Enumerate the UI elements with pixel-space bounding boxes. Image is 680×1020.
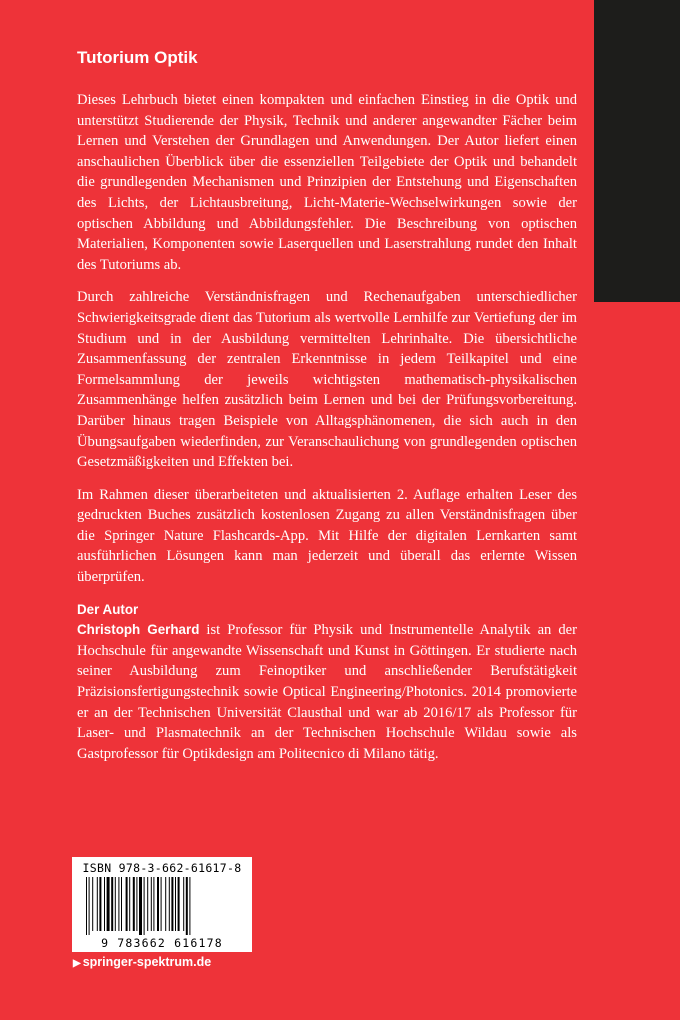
blurb-column xyxy=(77,90,577,764)
website-link[interactable]: springer-spektrum.de xyxy=(82,955,212,969)
isbn-barcode xyxy=(72,857,252,952)
blurb-paragraph-2: Durch zahlreiche Verständnisfragen und Rechenaufgaben unterschiedlicher Schwierigkeitsgrade dient das Tutorium als wertvolle Lernhilfe zur Vertiefung der im Studium und in der Ausbildung vermittelten Lehrinhalte. Die übersichtliche Zusammenfassung der zentralen Erkenntnisse in jedem Teilkapitel und eine Formelsammlung der jeweils wichtigsten mathematisch-physikalischen Zusammenhänge helfen zusätzlich beim Lernen und bei der Prüfungsvorbereitung. Darüber hinaus tragen Beispiele von Alltagsphänomenen, die sich auch in den Übungsaufgaben wiederfinden, zur Veranschaulichung von grundlegenden optischen Gesetzmäßigkeiten und Effekten bei. xyxy=(77,289,577,471)
arrow-right-icon: ▶ xyxy=(73,958,81,969)
barcode-digits: 9 783662 616178 xyxy=(101,936,223,950)
author-bio-text: ist Professor für Physik und Instrumentelle Analytik an der Hochschule für angewandte Wissenschaft und Kunst in Göttingen. Er studierte nach seiner Ausbildung zum Feinoptiker und anschließender Berufstätigkeit Präzisionsfertigungstechnik sowie Optical Engineering/Photonics. 2014 promovierte er an der Technischen Universität Clausthal und war ab 2016/17 als Professor für Laser- und Plasmatechnik an der Technischen Hochschule Wildau sowie als Gastprofessor für Optikdesign am Politecnico di Milano tätig. xyxy=(77,622,577,762)
side-band-decoration xyxy=(594,0,680,302)
blurb-paragraph-3: Im Rahmen dieser überarbeiteten und aktualisierten 2. Auflage erhalten Leser des gedruckten Buches zusätzlich kostenlosen Zugang zu allen Verständnisfragen über die Springer Nature Flashcards-App. Mit Hilfe der digitalen Lernkarten samt ausführlichen Lösungen kann man jederzeit und überall das erlernte Wissen überprüfen. xyxy=(77,486,577,586)
author-name: Christoph Gerhard xyxy=(77,622,200,638)
barcode-icon xyxy=(82,877,242,935)
book-title: Tutorium Optik xyxy=(77,48,198,67)
author-bio xyxy=(77,620,577,764)
publisher-website[interactable] xyxy=(73,955,211,969)
author-heading: Der Autor xyxy=(77,601,139,617)
isbn-label: ISBN 978-3-662-61617-8 xyxy=(82,861,242,875)
blurb-paragraph-1: Dieses Lehrbuch bietet einen kompakten und einfachen Einstieg in die Optik und unterstützt Studierende der Physik, Technik und anderer angewandter Fächer beim Lernen und Verstehen der Grundlagen und Anwendungen. Der Autor liefert einen anschaulichen Überblick über die essenziellen Teilgebiete der Optik und behandelt die grundlegenden Mechanismen und Prinzipien der Entstehung und Eigenschaften des Lichts, der Lichtausbreitung, Licht-Materie-Wechselwirkungen sowie der optischen Abbildung und Abbildungsfehler. Die Beschreibung von optischen Materialien, Komponenten sowie Laserquellen und Laserstrahlung rundet den Inhalt des Tutoriums ab. xyxy=(77,92,577,273)
